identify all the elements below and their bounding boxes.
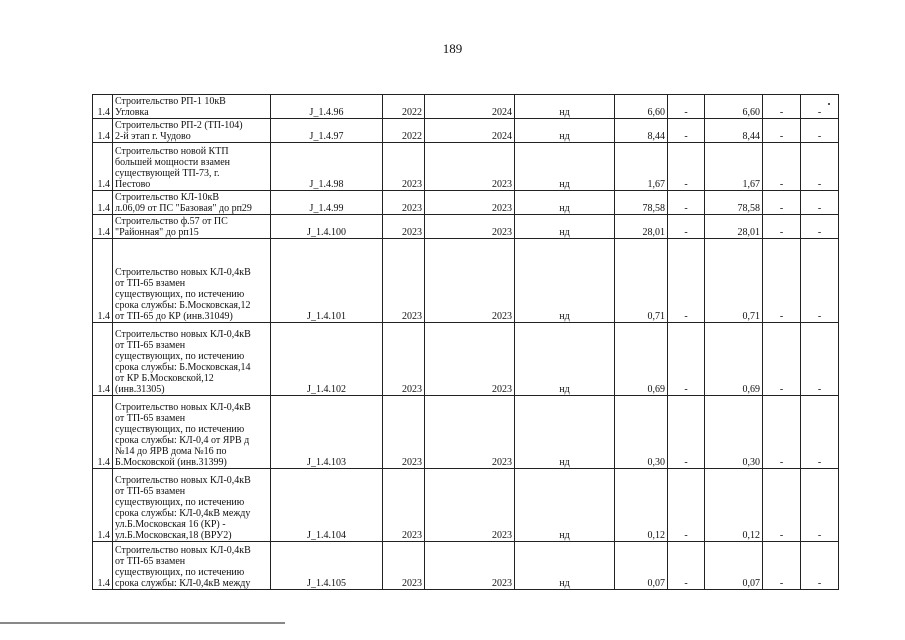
row-value-1: 0,07 — [615, 542, 668, 590]
row-end-year: 2023 — [425, 215, 515, 239]
row-end-year: 2023 — [425, 143, 515, 191]
row-unit: нд — [515, 239, 615, 323]
row-start-year: 2023 — [383, 143, 425, 191]
row-value-2: 0,07 — [705, 542, 763, 590]
row-end-year: 2023 — [425, 239, 515, 323]
row-dash-3: - — [801, 95, 839, 119]
row-description: Строительство ф.57 от ПС "Районная" до рп15 — [113, 215, 271, 239]
row-dash-3: - — [801, 143, 839, 191]
row-dash-2: - — [763, 143, 801, 191]
table-row — [93, 215, 839, 239]
row-start-year: 2023 — [383, 239, 425, 323]
row-code: J_1.4.98 — [271, 143, 383, 191]
table-row — [93, 95, 839, 119]
row-dash-3: - — [801, 323, 839, 396]
row-dash-1: - — [668, 143, 705, 191]
row-dash-2: - — [763, 239, 801, 323]
row-description: Строительство новых КЛ-0,4кВ от ТП-65 взамен существующих, по истечению срока службы: КЛ-0,4кВ между — [113, 542, 271, 590]
row-code: J_1.4.100 — [271, 215, 383, 239]
row-unit: нд — [515, 323, 615, 396]
row-value-2: 78,58 — [705, 191, 763, 215]
row-end-year: 2023 — [425, 191, 515, 215]
row-value-2: 6,60 — [705, 95, 763, 119]
scan-speck — [828, 103, 830, 105]
row-value-1: 0,30 — [615, 396, 668, 469]
row-dash-1: - — [668, 542, 705, 590]
row-unit: нд — [515, 469, 615, 542]
row-value-2: 0,30 — [705, 396, 763, 469]
row-number: 1.4 — [93, 396, 113, 469]
row-end-year: 2024 — [425, 95, 515, 119]
row-value-1: 0,71 — [615, 239, 668, 323]
row-start-year: 2023 — [383, 323, 425, 396]
row-start-year: 2022 — [383, 119, 425, 143]
row-dash-1: - — [668, 119, 705, 143]
table-row — [93, 119, 839, 143]
row-dash-2: - — [763, 542, 801, 590]
row-description: Строительство новой КТП большей мощности взамен существующей ТП-73, г. Пестово — [113, 143, 271, 191]
table-row — [93, 542, 839, 590]
row-value-2: 0,71 — [705, 239, 763, 323]
row-unit: нд — [515, 119, 615, 143]
row-start-year: 2022 — [383, 95, 425, 119]
row-dash-3: - — [801, 469, 839, 542]
row-number: 1.4 — [93, 323, 113, 396]
row-code: J_1.4.99 — [271, 191, 383, 215]
row-number: 1.4 — [93, 143, 113, 191]
row-dash-2: - — [763, 215, 801, 239]
row-unit: нд — [515, 143, 615, 191]
footer-rule — [0, 622, 285, 624]
row-end-year: 2024 — [425, 119, 515, 143]
row-start-year: 2023 — [383, 542, 425, 590]
row-dash-2: - — [763, 119, 801, 143]
row-unit: нд — [515, 396, 615, 469]
row-description: Строительство РП-2 (ТП-104) 2-й этап г. Чудово — [113, 119, 271, 143]
row-code: J_1.4.97 — [271, 119, 383, 143]
row-end-year: 2023 — [425, 396, 515, 469]
row-value-1: 78,58 — [615, 191, 668, 215]
row-number: 1.4 — [93, 469, 113, 542]
row-end-year: 2023 — [425, 469, 515, 542]
row-code: J_1.4.104 — [271, 469, 383, 542]
row-dash-3: - — [801, 542, 839, 590]
row-dash-1: - — [668, 239, 705, 323]
row-dash-1: - — [668, 191, 705, 215]
row-number: 1.4 — [93, 95, 113, 119]
row-code: J_1.4.105 — [271, 542, 383, 590]
row-dash-1: - — [668, 95, 705, 119]
row-number: 1.4 — [93, 239, 113, 323]
row-number: 1.4 — [93, 542, 113, 590]
row-dash-1: - — [668, 323, 705, 396]
investment-table — [92, 94, 839, 590]
row-dash-1: - — [668, 396, 705, 469]
row-number: 1.4 — [93, 191, 113, 215]
row-value-2: 1,67 — [705, 143, 763, 191]
row-dash-2: - — [763, 323, 801, 396]
row-value-1: 0,12 — [615, 469, 668, 542]
row-start-year: 2023 — [383, 396, 425, 469]
row-description: Строительство новых КЛ-0,4кВ от ТП-65 взамен существующих, по истечению срока службы: Б.Московская,14 от КР Б.Московской,12 (инв.31305) — [113, 323, 271, 396]
row-value-2: 28,01 — [705, 215, 763, 239]
row-start-year: 2023 — [383, 191, 425, 215]
row-value-1: 1,67 — [615, 143, 668, 191]
row-unit: нд — [515, 542, 615, 590]
row-description: Строительство РП-1 10кВ Угловка — [113, 95, 271, 119]
row-dash-2: - — [763, 396, 801, 469]
row-dash-2: - — [763, 469, 801, 542]
row-dash-3: - — [801, 239, 839, 323]
row-dash-3: - — [801, 119, 839, 143]
row-value-2: 0,69 — [705, 323, 763, 396]
row-dash-1: - — [668, 215, 705, 239]
row-dash-1: - — [668, 469, 705, 542]
row-description: Строительство новых КЛ-0,4кВ от ТП-65 взамен существующих, по истечению срока службы: КЛ-0,4 от ЯРВ д №14 до ЯРВ дома №16 по Б.Московской (инв.31399) — [113, 396, 271, 469]
row-value-1: 28,01 — [615, 215, 668, 239]
row-value-1: 8,44 — [615, 119, 668, 143]
row-description: Строительство новых КЛ-0,4кВ от ТП-65 взамен существующих, по истечению срока службы: КЛ-0,4кВ между ул.Б.Московская 16 (КР) - ул.Б.Московская,18 (ВРУ2) — [113, 469, 271, 542]
row-dash-3: - — [801, 396, 839, 469]
row-unit: нд — [515, 215, 615, 239]
table-row — [93, 239, 839, 323]
row-unit: нд — [515, 95, 615, 119]
table-row — [93, 469, 839, 542]
row-start-year: 2023 — [383, 469, 425, 542]
row-value-2: 0,12 — [705, 469, 763, 542]
row-code: J_1.4.96 — [271, 95, 383, 119]
row-start-year: 2023 — [383, 215, 425, 239]
row-dash-3: - — [801, 191, 839, 215]
row-value-2: 8,44 — [705, 119, 763, 143]
row-description: Строительство КЛ-10кВ л.06,09 от ПС "Базовая" до рп29 — [113, 191, 271, 215]
page-number: 189 — [442, 41, 463, 56]
row-unit: нд — [515, 191, 615, 215]
row-value-1: 0,69 — [615, 323, 668, 396]
row-end-year: 2023 — [425, 542, 515, 590]
row-end-year: 2023 — [425, 323, 515, 396]
table-row — [93, 396, 839, 469]
row-dash-2: - — [763, 95, 801, 119]
table-row — [93, 143, 839, 191]
row-number: 1.4 — [93, 119, 113, 143]
row-code: J_1.4.103 — [271, 396, 383, 469]
row-code: J_1.4.102 — [271, 323, 383, 396]
row-description: Строительство новых КЛ-0,4кВ от ТП-65 взамен существующих, по истечению срока службы: Б.Московская,12 от ТП-65 до КР (инв.31049) — [113, 239, 271, 323]
row-code: J_1.4.101 — [271, 239, 383, 323]
row-dash-3: - — [801, 215, 839, 239]
table-row — [93, 323, 839, 396]
row-number: 1.4 — [93, 215, 113, 239]
table-row — [93, 191, 839, 215]
row-dash-2: - — [763, 191, 801, 215]
row-value-1: 6,60 — [615, 95, 668, 119]
